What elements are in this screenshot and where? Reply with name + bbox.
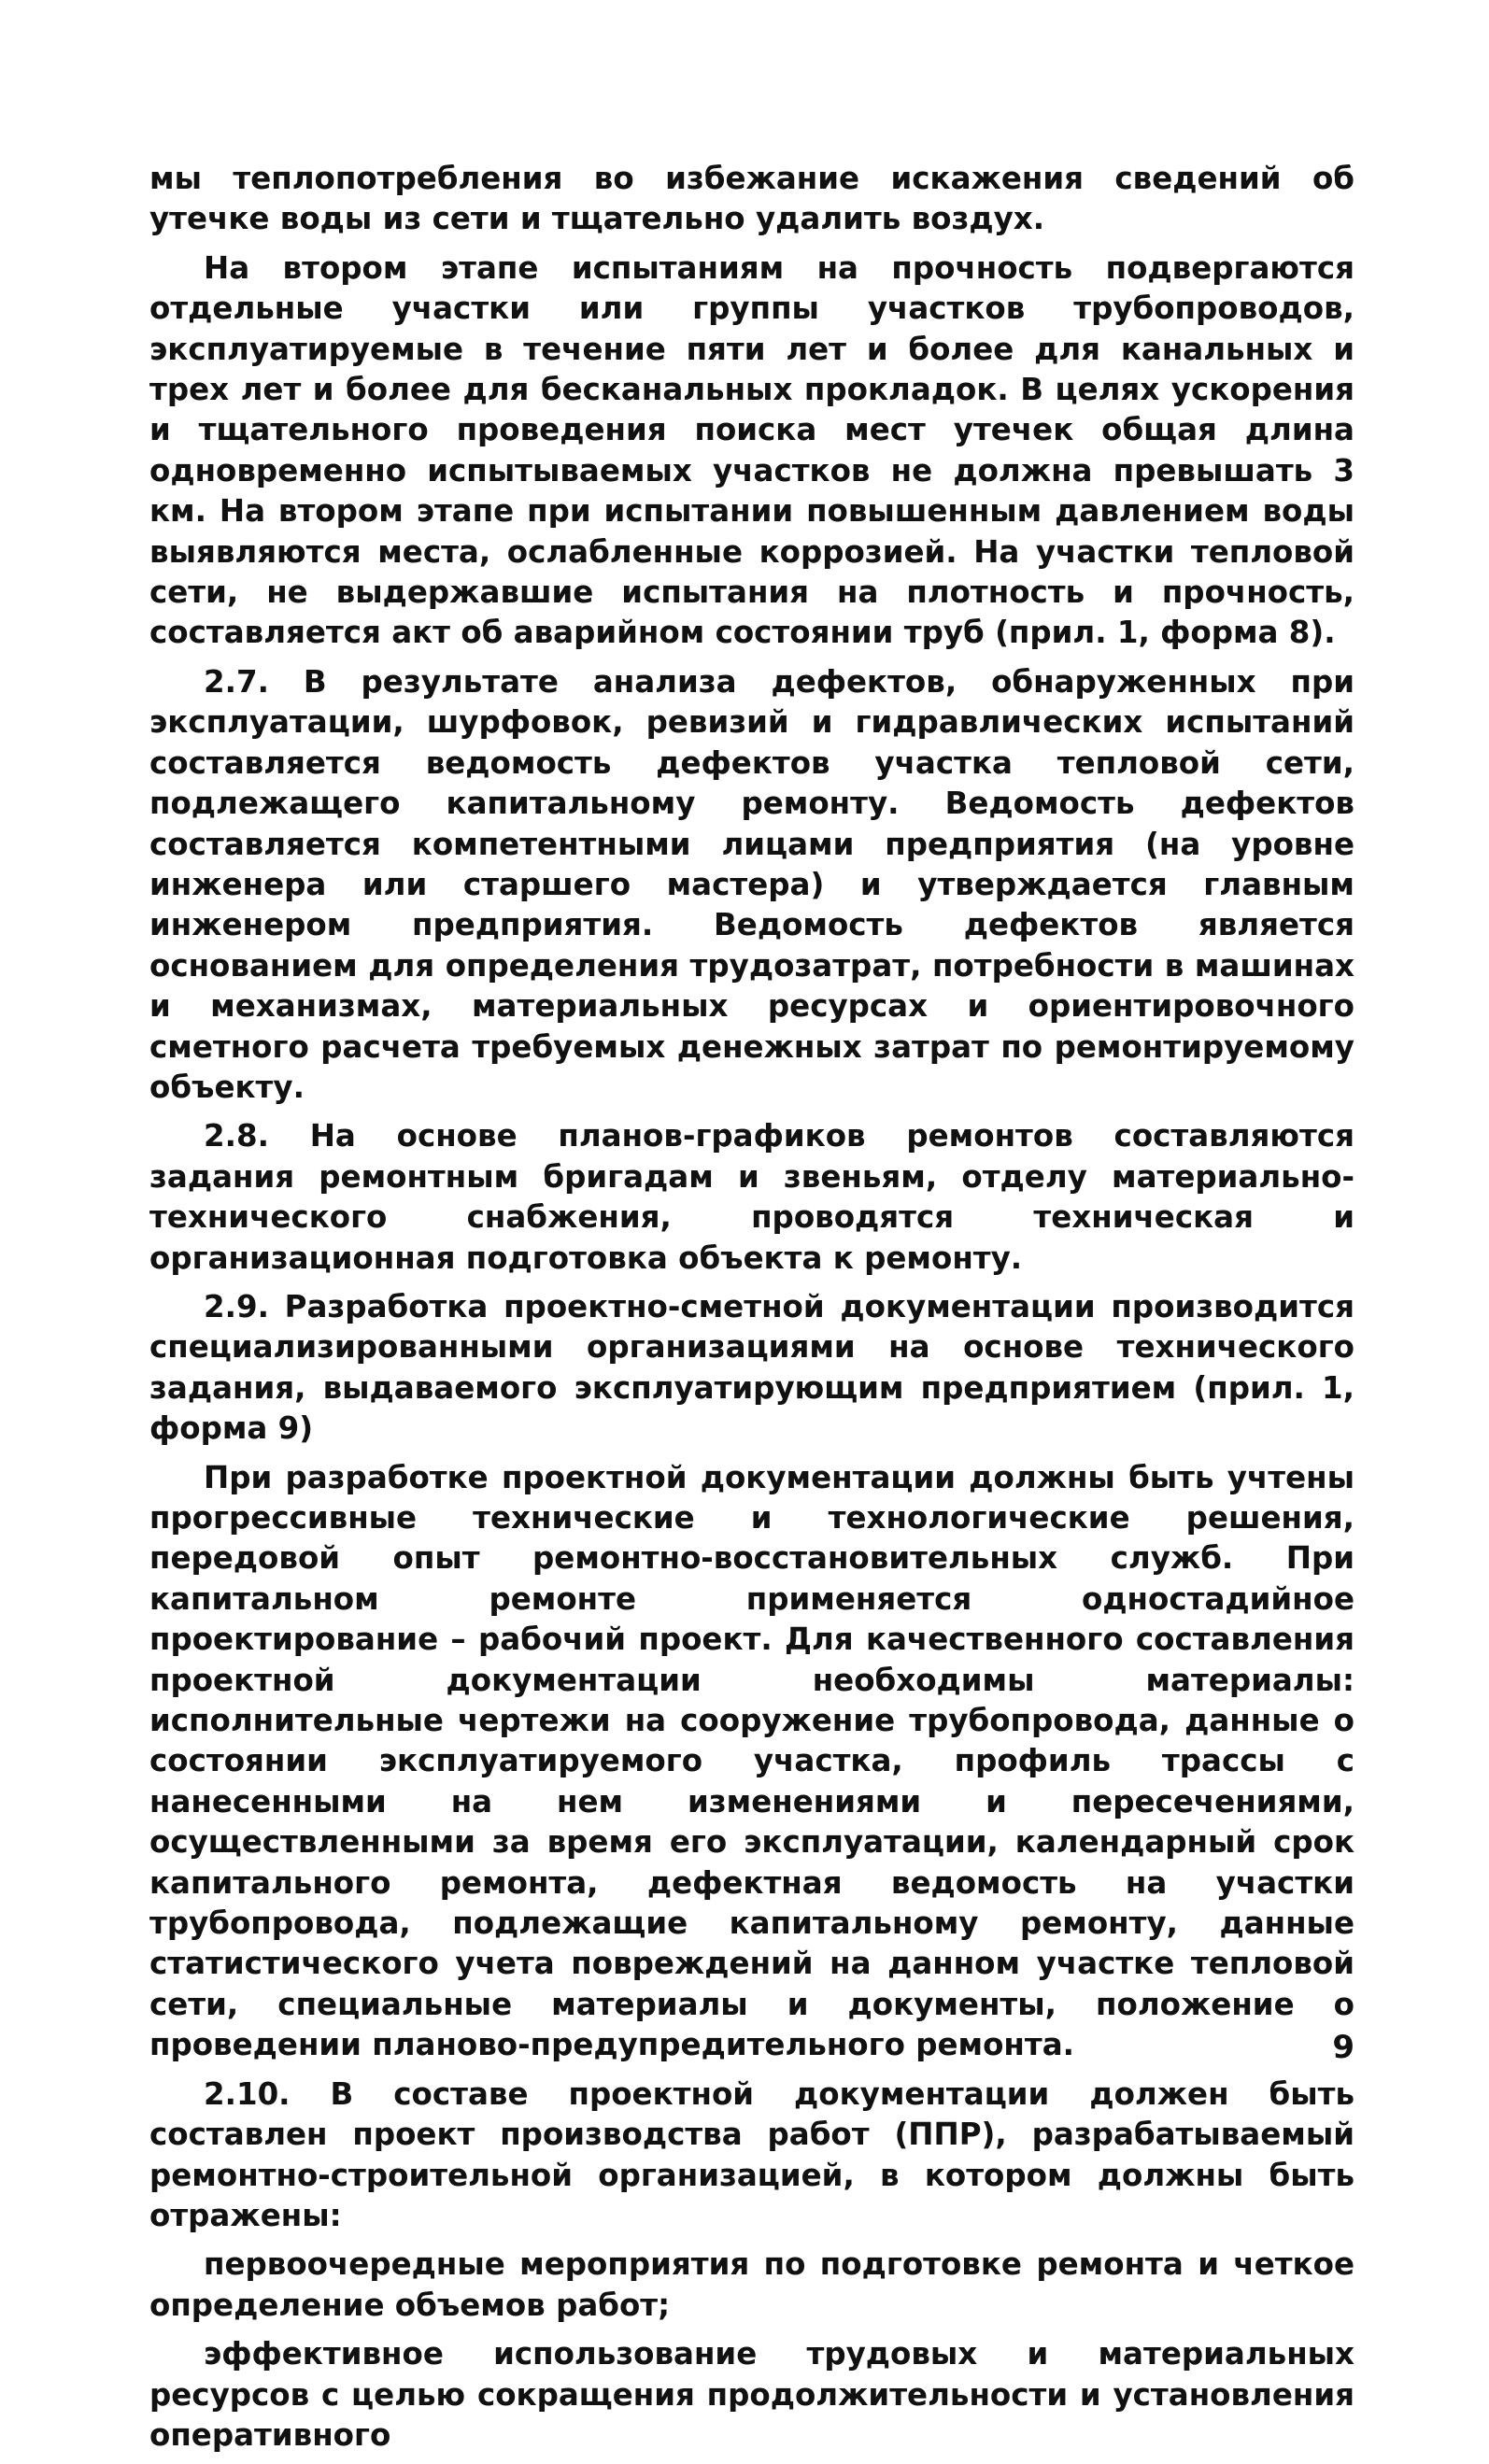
paragraph-priority-measures: первоочередные мероприятия по подготовке ремонта и четкое определение объемов работ; [149,2246,1354,2323]
paragraph-resources: эффективное использование трудовых и материальных ресурсов с целью сокращения продолжительности и установления оперативного [149,2336,1354,2453]
paragraph-design-docs: При разработке проектной документации должны быть учтены прогрессивные технические и технологические решения, передовой опыт ремонтно-восстановительных служб. При капитальном ремонте применяется одностадийное проектирование – рабочий проект. Для качественного составления проектной документации необходимы материалы: исполнительные чертежи на сооружение трубопровода, данные о состоянии эксплуатируемого участка, профиль трассы с нанесенными на нем изменениями и пересечениями, осуществленными за время его эксплуатации, календарный срок капитального ремонта, дефектная ведомость на участки трубопровода, подлежащие капитальному ремонту, данные статистического учета повреждений на данном участке тепловой сети, специальные материалы и документы, положение о проведении планово-предупредительного ремонта. [149,1459,1354,2063]
paragraph-2-8: 2.8. На основе планов-графиков ремонтов составляются задания ремонтным бригадам и звеньям, отделу материально-технического снабжения, проводятся техническая и организационная подготовка объекта к ремонту. [149,1118,1354,1276]
paragraph-2-7: 2.7. В результате анализа дефектов, обнаруженных при эксплуатации, шурфовок, ревизий и гидравлических испытаний составляется ведомость дефектов участка тепловой сети, подлежащего капитальному ремонту. Ведомость дефектов составляется компетентными лицами предприятия (на уровне инженера или старшего мастера) и утверждается главным инженером предприятия. Ведомость дефектов является основанием для определения трудозатрат, потребности в машинах и механизмах, материальных ресурсах и ориентировочного сметного расчета требуемых денежных затрат по ремонтируемому объекту. [149,663,1354,1105]
body-text [149,159,1354,2464]
paragraph-2-9: 2.9. Разработка проектно-сметной документации производится специализированными организациями на основе технического задания, выдаваемого эксплуатирующим предприятием (прил. 1, форма 9) [149,1288,1354,1447]
paragraph-2-10: 2.10. В составе проектной документации должен быть составлен проект производства работ (ППР), разрабатываемый ремонтно-строительной организацией, в котором должны быть отражены: [149,2075,1354,2233]
page-number: 9 [1332,2029,1354,2066]
paragraph-second-stage: На втором этапе испытаниям на прочность подвергаются отдельные участки или группы участков трубопроводов, эксплуатируемые в течение пяти лет и более для канальных и трех лет и более для бесканальных прокладок. В целях ускорения и тщательного проведения поиска мест утечек общая длина одновременно испытываемых участков не должна превышать 3 км. На втором этапе при испытании повышенным давлением воды выявляются места, ослабленные коррозией. На участки тепловой сети, не выдержавшие испытания на плотность и прочность, составляется акт об аварийном состоянии труб (прил. 1, форма 8). [149,249,1354,651]
paragraph-continuation: мы теплопотребления во избежание искажения сведений об утечке воды из сети и тщательно удалить воздух. [149,161,1354,237]
